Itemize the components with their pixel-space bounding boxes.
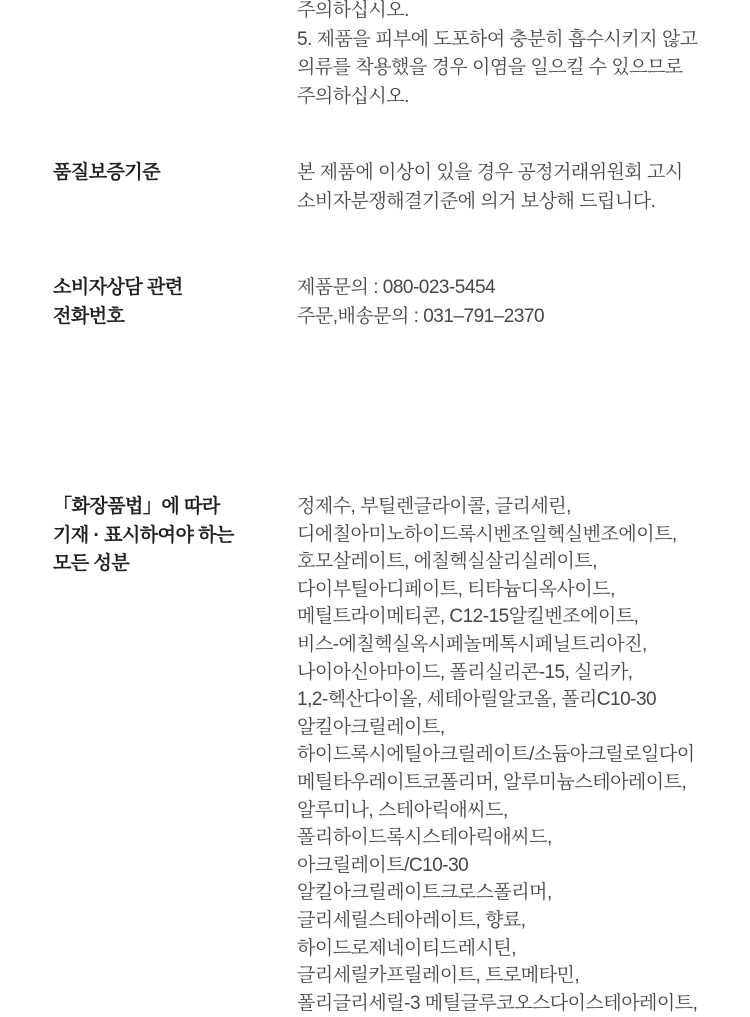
precautions-paragraph xyxy=(297,0,698,111)
text-line: 주문,배송문의 : 031–791–2370 xyxy=(297,305,545,327)
text-line: 아크릴레이트/C10-30 xyxy=(297,854,469,876)
text-line: 호모살레이트, 에칠헥실살리실레이트, xyxy=(297,551,598,573)
text-line: 주의하십시오. xyxy=(297,85,409,107)
text-line: 소비자상담 관련 xyxy=(53,277,183,298)
text-line: 주의하십시오. xyxy=(297,0,409,21)
text-line: 제품문의 : 080-023-5454 xyxy=(297,277,496,298)
section-customer-service-phone xyxy=(53,274,750,331)
ingredients-list xyxy=(297,493,750,1017)
customer-service-phone-label xyxy=(53,274,297,331)
text-line: 의류를 착용했을 경우 이염을 일으킬 수 있으므로 xyxy=(297,57,683,78)
text-line: 정제수, 부틸렌글라이콜, 글리세린, xyxy=(297,496,571,517)
ingredients-label xyxy=(53,493,297,579)
quality-guarantee-label xyxy=(53,159,297,188)
section-ingredients xyxy=(53,493,750,1017)
text-line: 메틸트라이메티콘, C12-15알킬벤조에이트, xyxy=(297,606,639,628)
text-line: 글리세릴스테아레이트, 향료, xyxy=(297,909,526,931)
text-line: 알킬아크릴레이트, xyxy=(297,716,445,738)
text-line: 1,2-헥산다이올, 세테아릴알코올, 폴리C10-30 xyxy=(297,689,657,711)
text-line: 폴리글리세릴-3 메틸글루코오스다이스테아레이트, xyxy=(297,992,698,1014)
text-line: 모든 성분 xyxy=(53,553,130,574)
text-line: 다이부틸아디페이트, 티타늄디옥사이드, xyxy=(297,578,615,600)
text-line: 하이드록시에틸아크릴레이트/소듐아크릴로일다이 xyxy=(297,744,695,766)
text-line: 전화번호 xyxy=(53,305,125,327)
text-line: 하이드로제네이티드레시틴, xyxy=(297,937,517,959)
section-quality-guarantee xyxy=(53,159,750,216)
quality-guarantee-content xyxy=(297,159,750,216)
text-line: 본 제품에 이상이 있을 경우 공정거래위원회 고시 xyxy=(297,162,683,183)
text-line: 폴리하이드록시스테아릭애씨드, xyxy=(297,827,552,849)
text-line: 소비자분쟁해결기준에 의거 보상해 드립니다. xyxy=(297,190,656,212)
text-line: 5. 제품을 피부에 도포하여 충분히 흡수시키지 않고 xyxy=(297,28,698,50)
text-line: 디에칠아미노하이드록시벤조일헥실벤조에이트, xyxy=(297,523,677,545)
text-line: 비스-에칠헥실옥시페놀메톡시페닐트리아진, xyxy=(297,633,647,655)
text-line: 품질보증기준 xyxy=(53,162,161,183)
customer-service-phone-content xyxy=(297,274,750,331)
text-line: 「화장품법」에 따라 xyxy=(53,496,220,517)
text-line: 메틸타우레이트코폴리머, 알루미늄스테아레이트, xyxy=(297,771,687,793)
text-line: 나이아신아마이드, 폴리실리콘-15, 실리카, xyxy=(297,661,633,683)
text-line: 알루미나, 스테아릭애씨드, xyxy=(297,799,508,821)
text-line: 알킬아크릴레이트크로스폴리머, xyxy=(297,882,552,904)
text-line: 글리세릴카프릴레이트, 트로메타민, xyxy=(297,965,580,987)
text-line: 기재 · 표시하여야 하는 xyxy=(53,524,234,546)
